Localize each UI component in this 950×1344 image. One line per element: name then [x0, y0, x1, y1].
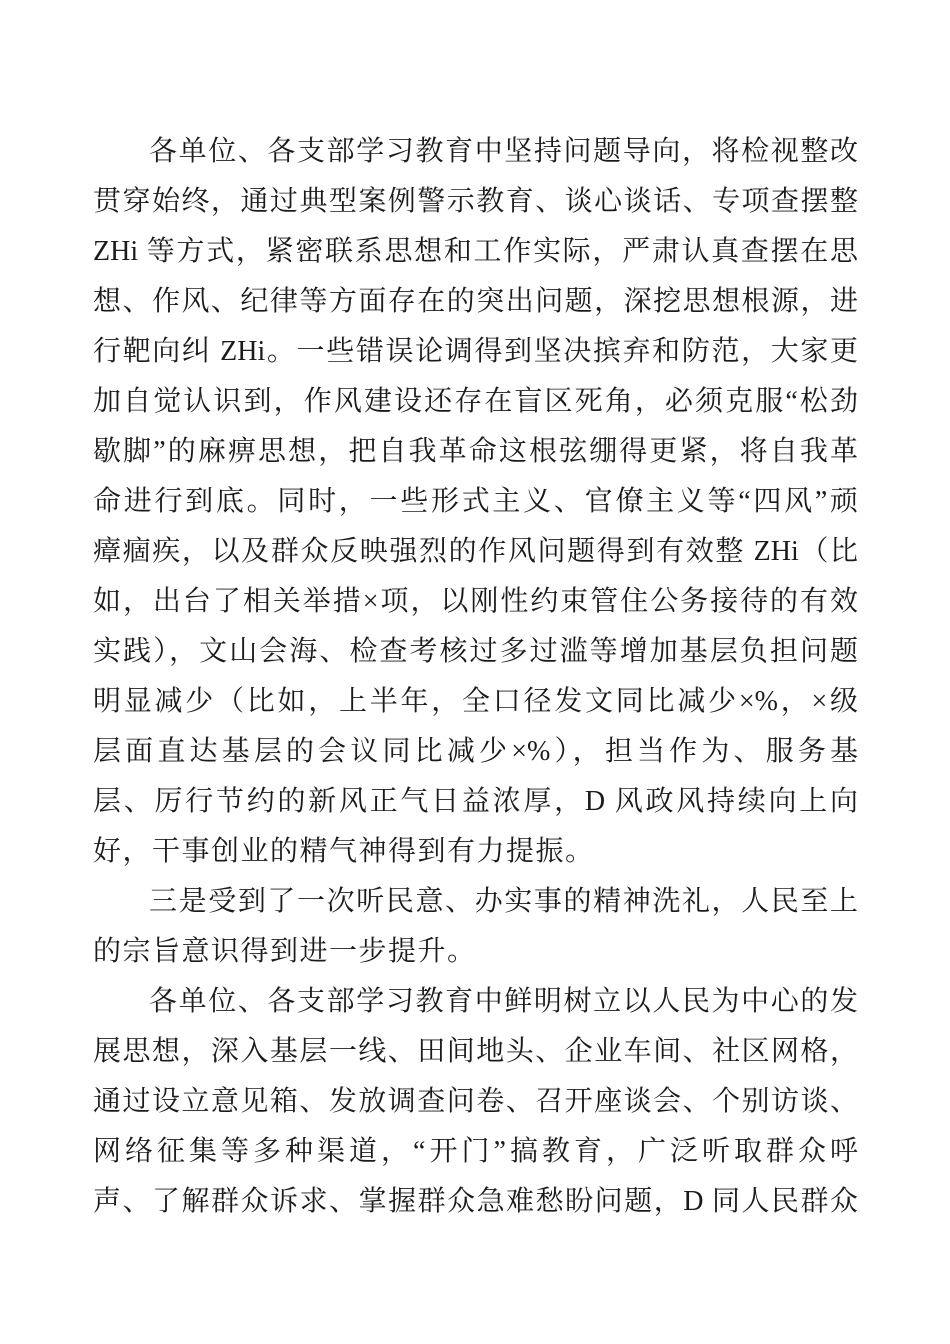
- text-line: 展思想，深入基层一线、田间地头、企业车间、社区网格，: [93, 1036, 858, 1067]
- text-line: 实践），文山会海、检查考核过多过滥等增加基层负担问题: [93, 636, 858, 667]
- text-line: 各单位、各支部学习教育中鲜明树立以人民为中心的发: [149, 986, 858, 1017]
- text-line: 的宗旨意识得到进一步提升。: [93, 936, 477, 967]
- text-line: 层面直达基层的会议同比减少×%），担当作为、服务基: [93, 736, 858, 767]
- text-line: 通过设立意见箱、发放调查问卷、召开座谈会、个别访谈、: [93, 1086, 858, 1117]
- text-line: 想、作风、纪律等方面存在的突出问题，深挖思想根源，进: [93, 286, 858, 317]
- text-line: 如，出台了相关举措×项，以刚性约束管住公务接待的有效: [93, 586, 858, 617]
- text-line: 明显减少（比如，上半年，全口径发文同比减少×%，×级: [93, 686, 858, 717]
- text-line: 好，干事创业的精气神得到有力提振。: [93, 836, 595, 867]
- text-line: ZHi 等方式，紧密联系思想和工作实际，严肃认真查摆在思: [93, 236, 858, 267]
- text-line: 加自觉认识到，作风建设还存在盲区死角，必须克服“松劲: [93, 386, 858, 417]
- text-line: 声、了解群众诉求、掌握群众急难愁盼问题，D 同人民群众: [93, 1186, 858, 1217]
- text-line: 瘴痼疾，以及群众反映强烈的作风问题得到有效整 ZHi（比: [93, 536, 858, 567]
- text-line: 行靶向纠 ZHi。一些错误论调得到坚决摈弃和防范，大家更: [93, 336, 858, 367]
- text-line: 各单位、各支部学习教育中坚持问题导向，将检视整改: [149, 136, 858, 167]
- text-line: 网络征集等多种渠道，“开门”搞教育，广泛听取群众呼: [93, 1136, 858, 1167]
- text-line: 三是受到了一次听民意、办实事的精神洗礼，人民至上: [149, 886, 858, 917]
- text-line: 歇脚”的麻痹思想，把自我革命这根弦绷得更紧，将自我革: [93, 436, 858, 467]
- text-line: 层、厉行节约的新风正气日益浓厚，D 风政风持续向上向: [93, 786, 858, 817]
- text-line: 贯穿始终，通过典型案例警示教育、谈心谈话、专项查摆整: [93, 186, 858, 217]
- text-line: 命进行到底。同时，一些形式主义、官僚主义等“四风”顽: [93, 486, 858, 517]
